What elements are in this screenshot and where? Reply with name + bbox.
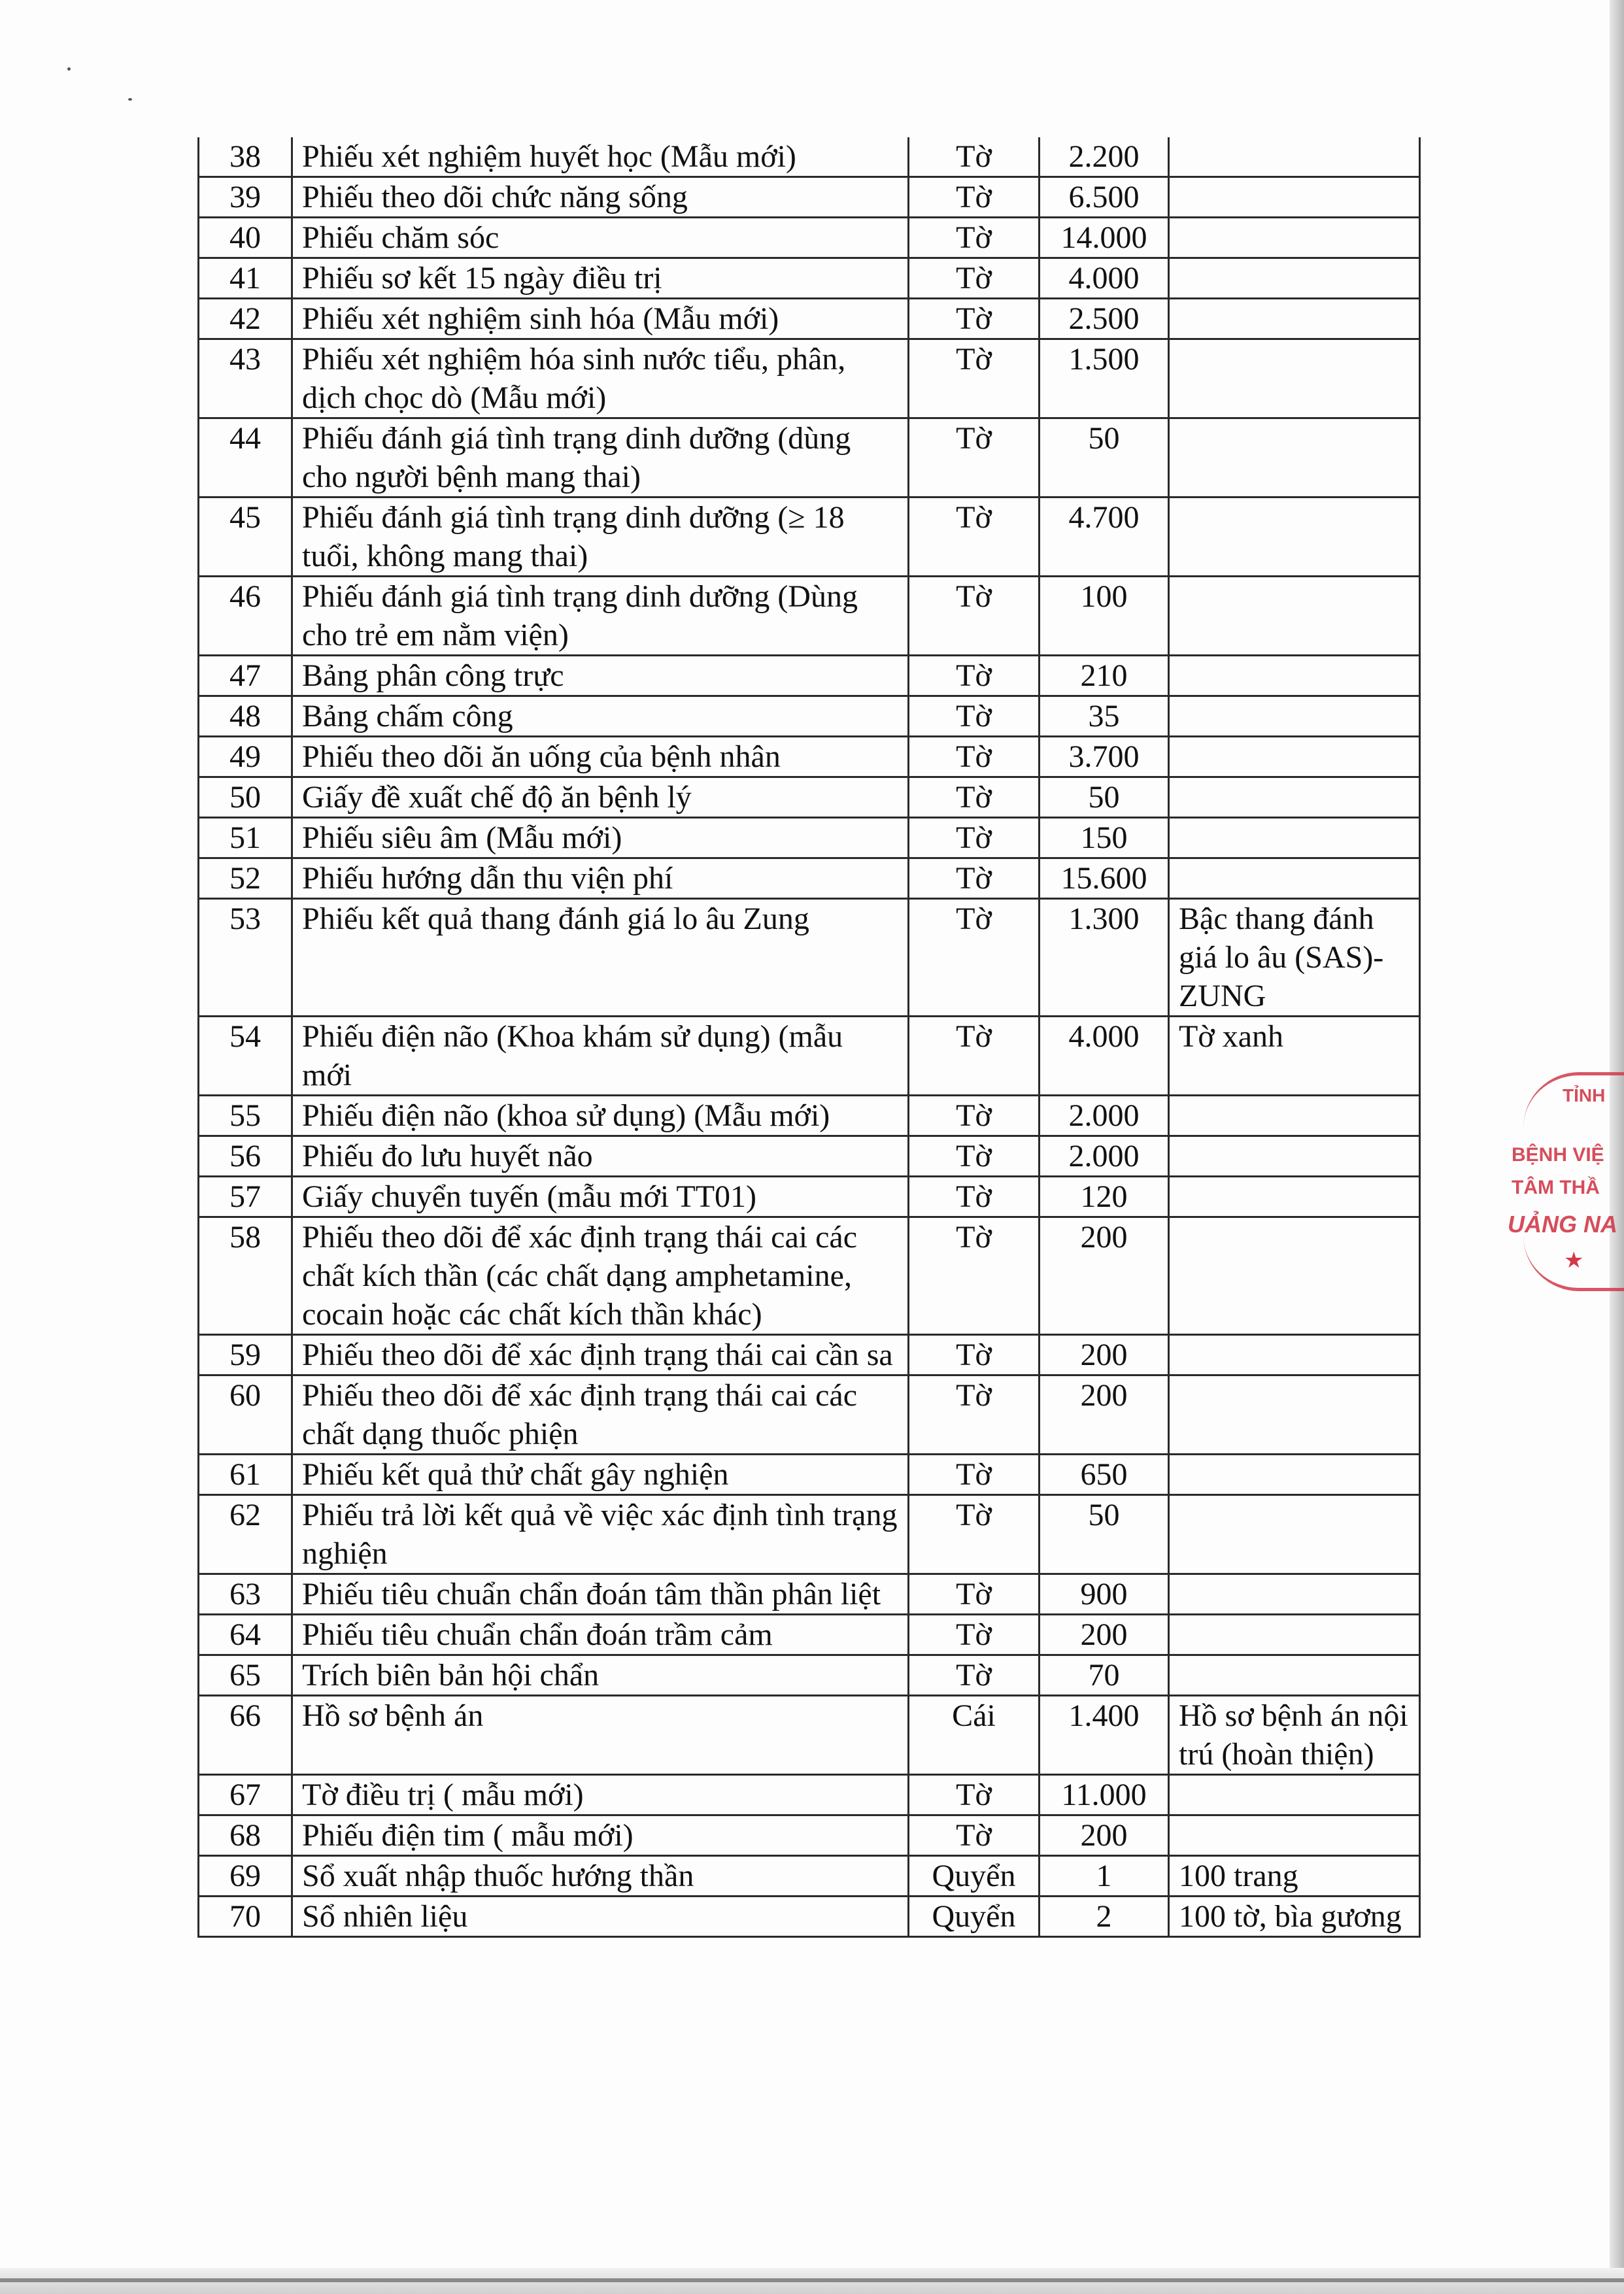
row-number: 62 xyxy=(199,1495,292,1574)
item-name: Hồ sơ bệnh án xyxy=(292,1696,909,1775)
table-row xyxy=(199,1335,1420,1375)
row-number: 59 xyxy=(199,1335,292,1375)
item-note xyxy=(1169,777,1420,818)
row-number: 48 xyxy=(199,696,292,737)
table-row xyxy=(199,1897,1420,1937)
item-quantity: 11.000 xyxy=(1040,1775,1169,1815)
item-name: Phiếu xét nghiệm sinh hóa (Mẫu mới) xyxy=(292,299,909,339)
item-note: Hồ sơ bệnh án nội trú (hoàn thiện) xyxy=(1169,1696,1420,1775)
item-note xyxy=(1169,1574,1420,1615)
item-unit: Tờ xyxy=(909,1375,1040,1455)
item-quantity: 120 xyxy=(1040,1177,1169,1217)
item-note xyxy=(1169,1217,1420,1335)
row-number: 54 xyxy=(199,1017,292,1096)
row-number: 46 xyxy=(199,577,292,656)
item-quantity: 2.200 xyxy=(1040,137,1169,177)
item-unit: Tờ xyxy=(909,1136,1040,1177)
item-name: Phiếu đánh giá tình trạng dinh dưỡng (Dùng cho trẻ em nằm viện) xyxy=(292,577,909,656)
item-unit: Tờ xyxy=(909,1615,1040,1655)
table-row xyxy=(199,858,1420,899)
scan-speck xyxy=(128,98,132,101)
item-unit: Tờ xyxy=(909,696,1040,737)
item-quantity: 6.500 xyxy=(1040,177,1169,218)
item-quantity: 1.400 xyxy=(1040,1696,1169,1775)
row-number: 65 xyxy=(199,1655,292,1696)
table-row xyxy=(199,177,1420,218)
table-row xyxy=(199,818,1420,858)
item-note xyxy=(1169,498,1420,577)
item-name: Phiếu trả lời kết quả về việc xác định tình trạng nghiện xyxy=(292,1495,909,1574)
row-number: 41 xyxy=(199,258,292,299)
row-number: 69 xyxy=(199,1856,292,1897)
item-unit: Tờ xyxy=(909,577,1040,656)
item-unit: Tờ xyxy=(909,1217,1040,1335)
item-unit: Tờ xyxy=(909,299,1040,339)
table-row xyxy=(199,218,1420,258)
row-number: 51 xyxy=(199,818,292,858)
item-quantity: 50 xyxy=(1040,1495,1169,1574)
item-unit: Tờ xyxy=(909,258,1040,299)
item-unit: Tờ xyxy=(909,1335,1040,1375)
item-note: Tờ xanh xyxy=(1169,1017,1420,1096)
item-note xyxy=(1169,299,1420,339)
table-row xyxy=(199,899,1420,1017)
item-quantity: 50 xyxy=(1040,418,1169,498)
item-quantity: 900 xyxy=(1040,1574,1169,1615)
item-name: Bảng phân công trực xyxy=(292,656,909,696)
row-number: 64 xyxy=(199,1615,292,1655)
item-unit: Quyển xyxy=(909,1856,1040,1897)
row-number: 52 xyxy=(199,858,292,899)
item-unit: Tờ xyxy=(909,1455,1040,1495)
item-unit: Tờ xyxy=(909,1655,1040,1696)
item-name: Phiếu sơ kết 15 ngày điều trị xyxy=(292,258,909,299)
item-unit: Tờ xyxy=(909,418,1040,498)
item-note: Bậc thang đánh giá lo âu (SAS)-ZUNG xyxy=(1169,899,1420,1017)
item-note xyxy=(1169,858,1420,899)
item-note: 100 trang xyxy=(1169,1856,1420,1897)
item-note xyxy=(1169,1655,1420,1696)
item-unit: Quyển xyxy=(909,1897,1040,1937)
row-number: 44 xyxy=(199,418,292,498)
table-row xyxy=(199,577,1420,656)
item-note xyxy=(1169,737,1420,777)
item-quantity: 1.500 xyxy=(1040,339,1169,418)
item-name: Trích biên bản hội chẩn xyxy=(292,1655,909,1696)
table-row xyxy=(199,1696,1420,1775)
item-quantity: 2.000 xyxy=(1040,1096,1169,1136)
table-row xyxy=(199,339,1420,418)
item-note xyxy=(1169,656,1420,696)
table-row xyxy=(199,137,1420,177)
item-note xyxy=(1169,1136,1420,1177)
red-seal-stamp xyxy=(1504,1072,1624,1334)
row-number: 66 xyxy=(199,1696,292,1775)
row-number: 38 xyxy=(199,137,292,177)
item-unit: Tờ xyxy=(909,339,1040,418)
table-row xyxy=(199,1017,1420,1096)
item-name: Giấy đề xuất chế độ ăn bệnh lý xyxy=(292,777,909,818)
item-quantity: 200 xyxy=(1040,1375,1169,1455)
item-note: 100 tờ, bìa gương xyxy=(1169,1897,1420,1937)
item-note xyxy=(1169,1455,1420,1495)
item-note xyxy=(1169,418,1420,498)
row-number: 58 xyxy=(199,1217,292,1335)
table-row xyxy=(199,1495,1420,1574)
item-name: Phiếu theo dõi chức năng sống xyxy=(292,177,909,218)
row-number: 40 xyxy=(199,218,292,258)
item-name: Phiếu theo dõi ăn uống của bệnh nhân xyxy=(292,737,909,777)
table-row xyxy=(199,777,1420,818)
item-quantity: 200 xyxy=(1040,1217,1169,1335)
item-quantity: 210 xyxy=(1040,656,1169,696)
item-unit: Tờ xyxy=(909,1495,1040,1574)
item-note xyxy=(1169,1495,1420,1574)
item-note xyxy=(1169,1615,1420,1655)
item-note xyxy=(1169,218,1420,258)
item-name: Sổ xuất nhập thuốc hướng thần xyxy=(292,1856,909,1897)
table-row xyxy=(199,737,1420,777)
item-quantity: 200 xyxy=(1040,1335,1169,1375)
item-quantity: 50 xyxy=(1040,777,1169,818)
item-quantity: 4.000 xyxy=(1040,258,1169,299)
item-quantity: 200 xyxy=(1040,1815,1169,1856)
table-row xyxy=(199,1615,1420,1655)
item-unit: Tờ xyxy=(909,777,1040,818)
item-unit: Tờ xyxy=(909,1017,1040,1096)
table-row xyxy=(199,498,1420,577)
row-number: 67 xyxy=(199,1775,292,1815)
item-note xyxy=(1169,177,1420,218)
row-number: 42 xyxy=(199,299,292,339)
item-unit: Tờ xyxy=(909,818,1040,858)
item-name: Phiếu hướng dẫn thu viện phí xyxy=(292,858,909,899)
item-quantity: 1.300 xyxy=(1040,899,1169,1017)
table-row xyxy=(199,1455,1420,1495)
item-name: Phiếu theo dõi để xác định trạng thái cai các chất dạng thuốc phiện xyxy=(292,1375,909,1455)
table-row xyxy=(199,696,1420,737)
supplies-table xyxy=(197,137,1421,1938)
supplies-table-body xyxy=(199,137,1420,1937)
row-number: 57 xyxy=(199,1177,292,1217)
scan-edge-line xyxy=(0,2278,1624,2282)
item-name: Bảng chấm công xyxy=(292,696,909,737)
item-name: Phiếu tiêu chuẩn chẩn đoán tâm thần phân liệt xyxy=(292,1574,909,1615)
row-number: 45 xyxy=(199,498,292,577)
item-quantity: 2.000 xyxy=(1040,1136,1169,1177)
item-quantity: 1 xyxy=(1040,1856,1169,1897)
item-name: Phiếu kết quả thang đánh giá lo âu Zung xyxy=(292,899,909,1017)
row-number: 70 xyxy=(199,1897,292,1937)
item-name: Phiếu xét nghiệm huyết học (Mẫu mới) xyxy=(292,137,909,177)
item-unit: Tờ xyxy=(909,498,1040,577)
table-row xyxy=(199,418,1420,498)
row-number: 50 xyxy=(199,777,292,818)
table-row xyxy=(199,1655,1420,1696)
item-note xyxy=(1169,1375,1420,1455)
item-name: Tờ điều trị ( mẫu mới) xyxy=(292,1775,909,1815)
row-number: 39 xyxy=(199,177,292,218)
table-row xyxy=(199,299,1420,339)
star-icon: ★ xyxy=(1564,1248,1584,1273)
item-note xyxy=(1169,1335,1420,1375)
row-number: 53 xyxy=(199,899,292,1017)
row-number: 68 xyxy=(199,1815,292,1856)
table-row xyxy=(199,1574,1420,1615)
item-name: Giấy chuyển tuyến (mẫu mới TT01) xyxy=(292,1177,909,1217)
table-row xyxy=(199,1375,1420,1455)
item-quantity: 200 xyxy=(1040,1615,1169,1655)
item-note xyxy=(1169,258,1420,299)
item-name: Phiếu điện não (khoa sử dụng) (Mẫu mới) xyxy=(292,1096,909,1136)
stamp-text: BỆNH VIỆ xyxy=(1512,1144,1604,1166)
table-row xyxy=(199,1775,1420,1815)
table-row xyxy=(199,258,1420,299)
table-row xyxy=(199,1856,1420,1897)
item-unit: Tờ xyxy=(909,1815,1040,1856)
item-note xyxy=(1169,696,1420,737)
item-quantity: 4.000 xyxy=(1040,1017,1169,1096)
scan-speck xyxy=(67,67,71,71)
item-unit: Tờ xyxy=(909,858,1040,899)
row-number: 60 xyxy=(199,1375,292,1455)
item-quantity: 35 xyxy=(1040,696,1169,737)
item-name: Phiếu tiêu chuẩn chẩn đoán trầm cảm xyxy=(292,1615,909,1655)
item-unit: Tờ xyxy=(909,218,1040,258)
item-note xyxy=(1169,818,1420,858)
table-row xyxy=(199,1815,1420,1856)
item-quantity: 100 xyxy=(1040,577,1169,656)
item-name: Phiếu điện tim ( mẫu mới) xyxy=(292,1815,909,1856)
row-number: 56 xyxy=(199,1136,292,1177)
item-name: Phiếu xét nghiệm hóa sinh nước tiểu, phân, dịch chọc dò (Mẫu mới) xyxy=(292,339,909,418)
item-quantity: 2.500 xyxy=(1040,299,1169,339)
item-unit: Cái xyxy=(909,1696,1040,1775)
item-name: Phiếu chăm sóc xyxy=(292,218,909,258)
item-name: Phiếu theo dõi để xác định trạng thái cai cần sa xyxy=(292,1335,909,1375)
item-note xyxy=(1169,1815,1420,1856)
item-quantity: 3.700 xyxy=(1040,737,1169,777)
table-row xyxy=(199,1217,1420,1335)
stamp-text: UẢNG NA xyxy=(1508,1211,1617,1238)
row-number: 43 xyxy=(199,339,292,418)
row-number: 47 xyxy=(199,656,292,696)
item-quantity: 150 xyxy=(1040,818,1169,858)
item-unit: Tờ xyxy=(909,737,1040,777)
table-row xyxy=(199,1136,1420,1177)
item-unit: Tờ xyxy=(909,137,1040,177)
row-number: 63 xyxy=(199,1574,292,1615)
item-name: Sổ nhiên liệu xyxy=(292,1897,909,1937)
item-quantity: 650 xyxy=(1040,1455,1169,1495)
item-unit: Tờ xyxy=(909,1574,1040,1615)
item-quantity: 15.600 xyxy=(1040,858,1169,899)
item-name: Phiếu kết quả thử chất gây nghiện xyxy=(292,1455,909,1495)
table-row xyxy=(199,1096,1420,1136)
item-note xyxy=(1169,1096,1420,1136)
item-name: Phiếu đo lưu huyết não xyxy=(292,1136,909,1177)
item-unit: Tờ xyxy=(909,1096,1040,1136)
item-note xyxy=(1169,137,1420,177)
item-unit: Tờ xyxy=(909,899,1040,1017)
table-row xyxy=(199,1177,1420,1217)
item-name: Phiếu điện não (Khoa khám sử dụng) (mẫu mới xyxy=(292,1017,909,1096)
item-name: Phiếu theo dõi để xác định trạng thái cai các chất kích thần (các chất dạng amphetamine, cocain hoặc các chất kích thần khác) xyxy=(292,1217,909,1335)
item-unit: Tờ xyxy=(909,656,1040,696)
item-note xyxy=(1169,1177,1420,1217)
row-number: 49 xyxy=(199,737,292,777)
item-quantity: 2 xyxy=(1040,1897,1169,1937)
item-unit: Tờ xyxy=(909,177,1040,218)
row-number: 55 xyxy=(199,1096,292,1136)
table-row xyxy=(199,656,1420,696)
item-note xyxy=(1169,1775,1420,1815)
item-unit: Tờ xyxy=(909,1177,1040,1217)
item-quantity: 14.000 xyxy=(1040,218,1169,258)
item-name: Phiếu siêu âm (Mẫu mới) xyxy=(292,818,909,858)
stamp-text: TÂM THẦ xyxy=(1512,1177,1600,1198)
item-quantity: 70 xyxy=(1040,1655,1169,1696)
item-unit: Tờ xyxy=(909,1775,1040,1815)
item-note xyxy=(1169,339,1420,418)
item-quantity: 4.700 xyxy=(1040,498,1169,577)
item-name: Phiếu đánh giá tình trạng dinh dưỡng (dùng cho người bệnh mang thai) xyxy=(292,418,909,498)
stamp-text: TỈNH xyxy=(1563,1085,1606,1105)
item-note xyxy=(1169,577,1420,656)
row-number: 61 xyxy=(199,1455,292,1495)
item-name: Phiếu đánh giá tình trạng dinh dưỡng (≥ 18 tuổi, không mang thai) xyxy=(292,498,909,577)
